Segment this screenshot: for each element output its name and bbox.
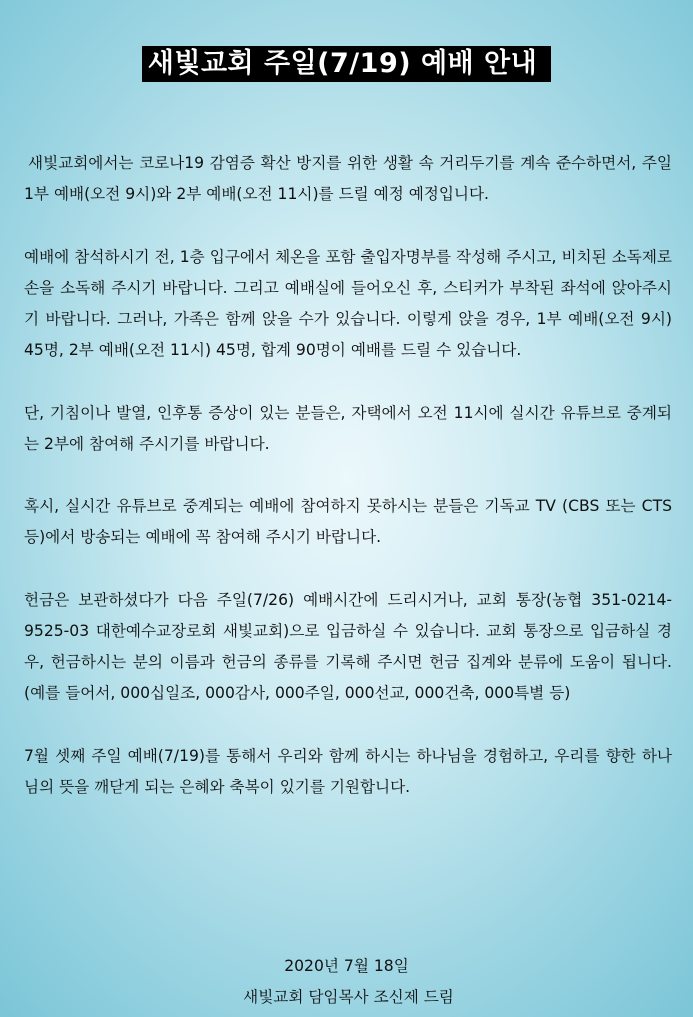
paragraph-blessing: 7월 셋째 주일 예배(7/19)를 통해서 우리와 함께 하시는 하나님을 경험하고, 우리를 향한 하나님의 뜻을 깨닫게 되는 은혜와 축복이 있기를 기원합니다. [24, 746, 672, 796]
announcement-body [24, 148, 672, 834]
paragraph-symptoms: 단, 기침이나 발열, 인후통 증상이 있는 분들은, 자택에서 오전 11시에 실시간 유튜브로 중계되는 2부에 참여해 주시기를 바랍니다. [24, 403, 672, 453]
paragraph-broadcast: 혹시, 실시간 유튜브로 중계되는 예배에 참여하지 못하시는 분들은 기독교 TV (CBS 또는 CTS 등)에서 방송되는 예배에 꼭 참여해 주시기 바랍니다. [24, 497, 672, 547]
page-title: 새빛교회 주일(7/19) 예배 안내 [142, 46, 551, 82]
paragraph-offering: 헌금은 보관하셨다가 다음 주일(7/26) 예배시간에 드리시거나, 교회 통장(농협 351-0214-9525-03 대한예수교장로회 새빛교회)으로 입금하실 수 있습니다. 교회 통장으로 입금하실 경우, 헌금하시는 분의 이름과 헌금의 종류를 기록해 주시면 헌금 집계와 분류에 도움이 됩니다. (예를 들어서, 000십일조, 000감사, 000주일, 000선교, 000건축, 000특별 등) [24, 590, 672, 703]
paragraph-entry-guidelines: 예배에 참석하시기 전, 1층 입구에서 체온을 포함 출입자명부를 작성해 주시고, 비치된 소독제로 손을 소독해 주시기 바랍니다. 그리고 예배실에 들어오신 후, 스티커가 부착된 좌석에 앉아주시기 바랍니다. 그러나, 가족은 함께 앉을 수가 있습니다. 이렇게 앉을 경우, 1부 예배(오전 9시) 45명, 2부 예배(오전 11시) 45명, 합계 90명이 예배를 드릴 수 있습니다. [24, 247, 672, 360]
signature-date: 2020년 7월 18일 [284, 957, 409, 975]
title-wrapper [0, 46, 693, 82]
signature-name: 새빛교회 담임목사 조신제 드림 [243, 988, 454, 1006]
signature-block [0, 951, 693, 1013]
paragraph-schedule: 새빛교회에서는 코로나19 감염증 확산 방지를 위한 생활 속 거리두기를 계속 준수하면서, 주일 1부 예배(오전 9시)와 2부 예배(오전 11시)를 드릴 예정 예정입니다. [24, 154, 672, 204]
